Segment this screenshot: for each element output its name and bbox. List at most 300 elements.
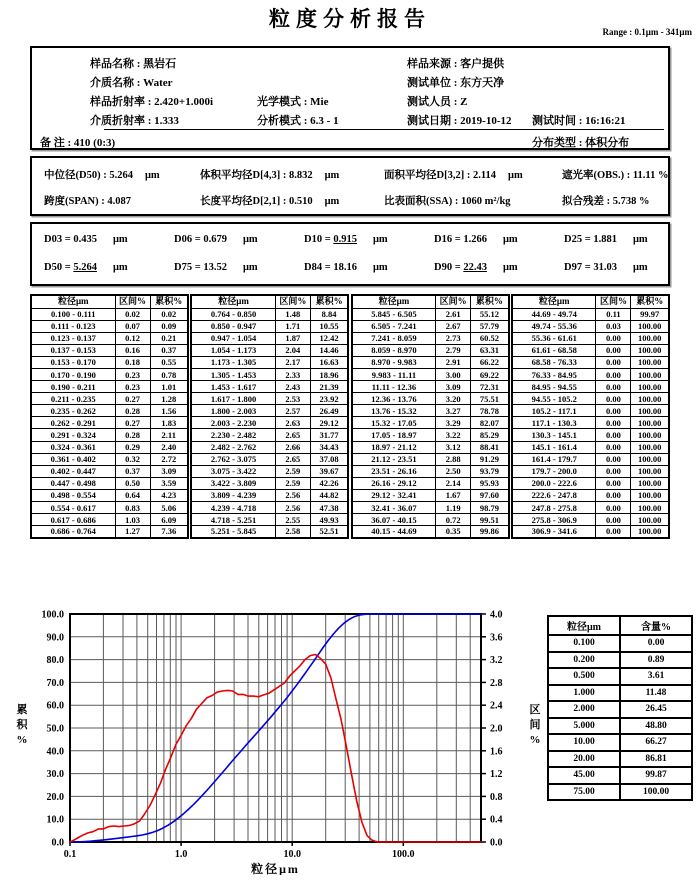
table-row <box>191 356 348 368</box>
d-value-d75 <box>174 262 258 273</box>
table-cell: 0.37 <box>115 465 150 477</box>
column-header: 区间% <box>275 295 310 308</box>
table-row <box>31 308 188 320</box>
table-cell: 48.80 <box>620 718 692 735</box>
table-cell: 0.29 <box>115 441 150 453</box>
table-cell: 13.76 - 15.32 <box>352 405 436 417</box>
table-cell: 61.61 - 68.58 <box>512 344 596 356</box>
table-cell: 100.00 <box>631 514 669 526</box>
table-cell: 72.31 <box>471 381 509 393</box>
table-cell: 100.00 <box>631 441 669 453</box>
table-cell: 1.27 <box>115 526 150 538</box>
d-value-number: 31.03 <box>593 262 617 273</box>
table-cell: 2.230 - 2.482 <box>191 429 275 441</box>
table-cell: 47.38 <box>310 502 348 514</box>
table-cell: 100.00 <box>631 320 669 332</box>
table-row <box>352 405 509 417</box>
table-cell: 1.87 <box>275 332 310 344</box>
d-value-d03 <box>44 234 128 245</box>
table-cell: 3.12 <box>436 441 471 453</box>
x-tick-label: 100.0 <box>392 849 415 860</box>
table-cell: 306.9 - 341.6 <box>512 526 596 538</box>
table-cell: 2.14 <box>436 477 471 489</box>
y-left-tick-label: 100.0 <box>41 609 64 621</box>
table-row <box>512 393 669 405</box>
y-left-tick-label: 80.0 <box>46 655 64 667</box>
table-row <box>31 502 188 514</box>
table-row <box>512 453 669 465</box>
table-row <box>191 308 348 320</box>
table-cell: 42.26 <box>310 477 348 489</box>
table-cell: 0.111 - 0.123 <box>31 320 115 332</box>
stat-specific-surface-area: 比表面积(SSA) : 1060 m²/kg <box>384 196 511 207</box>
table-cell: 0.262 - 0.291 <box>31 417 115 429</box>
table-cell: 0.686 - 0.764 <box>31 526 115 538</box>
field-test-unit: 测试单位 : 东方天净 <box>407 77 505 89</box>
table-cell: 1.67 <box>436 489 471 501</box>
d-value-unit: μm <box>112 234 128 245</box>
table-row <box>31 320 188 332</box>
table-cell: 3.59 <box>150 477 188 489</box>
table-cell: 3.27 <box>436 405 471 417</box>
table-row <box>512 441 669 453</box>
table-cell: 0.498 - 0.554 <box>31 489 115 501</box>
table-row <box>352 514 509 526</box>
column-header: 粒径μm <box>548 616 620 635</box>
table-cell: 0.02 <box>150 308 188 320</box>
table-cell: 2.04 <box>275 344 310 356</box>
table-cell: 100.00 <box>631 502 669 514</box>
table-cell: 0.12 <box>115 332 150 344</box>
table-cell: 0.00 <box>596 441 631 453</box>
table-cell: 0.00 <box>596 477 631 489</box>
stat-fit-residual: 拟合残差 : 5.738 % <box>562 196 650 207</box>
table-cell: 10.55 <box>310 320 348 332</box>
table-cell: 23.51 - 26.16 <box>352 465 436 477</box>
table-row <box>548 635 692 652</box>
d-value-d16 <box>434 234 518 245</box>
table-cell: 0.50 <box>115 477 150 489</box>
table-cell: 0.00 <box>596 417 631 429</box>
y-right-tick-label: 0.8 <box>490 791 503 803</box>
table-cell: 2.65 <box>275 453 310 465</box>
table-cell: 0.402 - 0.447 <box>31 465 115 477</box>
y-right-tick-label: 0.4 <box>490 814 503 826</box>
d-value-d90 <box>434 262 518 273</box>
table-cell: 0.00 <box>596 489 631 501</box>
field-remark: 备 注 : 410 (0:3) <box>40 137 116 149</box>
table-cell: 0.72 <box>436 514 471 526</box>
table-cell: 29.12 - 32.41 <box>352 489 436 501</box>
column-header: 累积% <box>310 295 348 308</box>
table-row <box>352 356 509 368</box>
table-cell: 2.73 <box>436 332 471 344</box>
table-row <box>31 368 188 380</box>
table-cell: 0.16 <box>115 344 150 356</box>
table-cell: 85.29 <box>471 429 509 441</box>
table-cell: 3.422 - 3.809 <box>191 477 275 489</box>
table-cell: 2.56 <box>275 502 310 514</box>
table-row <box>31 429 188 441</box>
d-value-label: D75 = <box>174 262 204 273</box>
table-cell: 66.22 <box>471 356 509 368</box>
y-right-axis-title: % <box>529 734 541 746</box>
table-cell: 179.7 - 200.0 <box>512 465 596 477</box>
table-cell: 100.00 <box>631 368 669 380</box>
table-cell: 0.00 <box>596 393 631 405</box>
table-cell: 37.08 <box>310 453 348 465</box>
table-cell: 2.59 <box>275 465 310 477</box>
table-cell: 2.91 <box>436 356 471 368</box>
table-cell: 7.241 - 8.059 <box>352 332 436 344</box>
table-cell: 0.554 - 0.617 <box>31 502 115 514</box>
table-cell: 0.00 <box>596 465 631 477</box>
table-cell: 0.02 <box>115 308 150 320</box>
table-cell: 5.251 - 5.845 <box>191 526 275 538</box>
table-row <box>31 441 188 453</box>
table-cell: 8.970 - 9.983 <box>352 356 436 368</box>
column-header: 区间% <box>115 295 150 308</box>
header-row <box>352 295 509 308</box>
table-row <box>31 465 188 477</box>
table-row <box>352 453 509 465</box>
field-medium-refractive-index: 介质折射率 : 1.333 <box>90 115 179 127</box>
table-row <box>512 308 669 320</box>
table-cell: 1.000 <box>548 685 620 702</box>
y-left-tick-label: 60.0 <box>46 700 64 712</box>
table-row <box>352 393 509 405</box>
table-row <box>191 393 348 405</box>
y-right-axis-title: 间 <box>529 719 541 731</box>
table-cell: 100.00 <box>631 465 669 477</box>
sample-info-box <box>30 46 670 150</box>
table-row <box>191 453 348 465</box>
table-cell: 3.09 <box>150 465 188 477</box>
d-value-label: D97 = <box>564 262 594 273</box>
table-row <box>191 526 348 538</box>
d-value-d06 <box>174 234 258 245</box>
d-value-label: D84 = <box>304 262 334 273</box>
y-left-tick-label: 20.0 <box>46 791 64 803</box>
table-cell: 0.18 <box>115 356 150 368</box>
table-cell: 145.1 - 161.4 <box>512 441 596 453</box>
y-right-tick-label: 3.6 <box>490 632 503 644</box>
table-cell: 2.79 <box>436 344 471 356</box>
column-header: 累积% <box>631 295 669 308</box>
table-row <box>512 320 669 332</box>
table-row <box>512 368 669 380</box>
stat-length-mean-d21: 长度平均径D[2,1] : 0.510 μm <box>200 196 340 207</box>
y-left-tick-label: 30.0 <box>46 769 64 781</box>
table-cell: 0.617 - 0.686 <box>31 514 115 526</box>
table-cell: 0.00 <box>596 344 631 356</box>
table-cell: 2.482 - 2.762 <box>191 441 275 453</box>
table-cell: 0.32 <box>115 453 150 465</box>
table-cell: 100.00 <box>620 784 692 801</box>
x-tick-label: 10.0 <box>283 849 301 860</box>
table-cell: 8.84 <box>310 308 348 320</box>
stat-median-d50: 中位径(D50) : 5.264 μm <box>44 170 160 181</box>
table-cell: 2.53 <box>275 393 310 405</box>
table-cell: 32.41 - 36.07 <box>352 502 436 514</box>
column-header: 含量% <box>620 616 692 635</box>
table-cell: 99.86 <box>471 526 509 538</box>
table-cell: 1.03 <box>115 514 150 526</box>
table-cell: 0.100 - 0.111 <box>31 308 115 320</box>
column-header: 区间% <box>436 295 471 308</box>
table-cell: 26.49 <box>310 405 348 417</box>
column-header: 粒径μm <box>352 295 436 308</box>
y-left-tick-label: 10.0 <box>46 814 64 826</box>
table-cell: 99.97 <box>631 308 669 320</box>
field-distribution-type: 分布类型 : 体积分布 <box>532 137 630 149</box>
table-cell: 0.27 <box>115 417 150 429</box>
table-cell: 0.00 <box>596 381 631 393</box>
d-value-label: D25 = <box>564 234 594 245</box>
summary-table-wrap <box>547 615 693 801</box>
table-cell: 68.58 - 76.33 <box>512 356 596 368</box>
table-cell: 0.55 <box>150 356 188 368</box>
table-row <box>31 526 188 538</box>
table-cell: 26.45 <box>620 701 692 718</box>
table-cell: 11.11 - 12.36 <box>352 381 436 393</box>
table-row <box>548 767 692 784</box>
d-value-unit: μm <box>632 234 648 245</box>
table-row <box>31 332 188 344</box>
field-test-date: 测试日期 : 2019-10-12 <box>407 115 512 127</box>
divider-line <box>104 129 664 130</box>
table-cell: 0.64 <box>115 489 150 501</box>
table-cell: 5.06 <box>150 502 188 514</box>
d-value-number: 1.266 <box>463 234 487 245</box>
table-cell: 31.77 <box>310 429 348 441</box>
stat-area-mean-d32: 面积平均径D[3,2] : 2.114 μm <box>384 170 523 181</box>
y-left-tick-label: 50.0 <box>46 723 64 735</box>
table-cell: 4.23 <box>150 489 188 501</box>
table-cell: 2.67 <box>436 320 471 332</box>
table-row <box>548 701 692 718</box>
table-cell: 3.61 <box>620 668 692 685</box>
table-row <box>548 751 692 768</box>
y-right-tick-label: 1.2 <box>490 769 503 781</box>
table-cell: 36.07 - 40.15 <box>352 514 436 526</box>
table-cell: 2.63 <box>275 417 310 429</box>
table-cell: 0.00 <box>596 356 631 368</box>
table-row <box>352 429 509 441</box>
table-cell: 82.07 <box>471 417 509 429</box>
table-cell: 130.3 - 145.1 <box>512 429 596 441</box>
table-cell: 10.00 <box>548 734 620 751</box>
table-cell: 0.09 <box>150 320 188 332</box>
table-cell: 2.17 <box>275 356 310 368</box>
table-cell: 0.07 <box>115 320 150 332</box>
table-cell: 3.20 <box>436 393 471 405</box>
table-cell: 2.11 <box>150 429 188 441</box>
d-value-number: 0.679 <box>203 234 227 245</box>
table-cell: 100.00 <box>631 526 669 538</box>
table-row <box>352 381 509 393</box>
d-value-label: D50 = <box>44 262 74 273</box>
table-cell: 1.56 <box>150 405 188 417</box>
table-cell: 0.100 <box>548 635 620 652</box>
table-cell: 26.16 - 29.12 <box>352 477 436 489</box>
stat-obscuration: 遮光率(OBS.) : 11.11 % <box>562 170 669 181</box>
table-row <box>191 368 348 380</box>
table-cell: 2.88 <box>436 453 471 465</box>
table-cell: 0.170 - 0.190 <box>31 368 115 380</box>
column-header: 粒径μm <box>191 295 275 308</box>
y-right-tick-label: 3.2 <box>490 655 503 667</box>
table-cell: 99.87 <box>620 767 692 784</box>
table-cell: 3.00 <box>436 368 471 380</box>
table-row <box>191 489 348 501</box>
table-row <box>512 405 669 417</box>
d-value-unit: μm <box>112 262 128 273</box>
table-cell: 91.29 <box>471 453 509 465</box>
table-row <box>352 344 509 356</box>
table-cell: 55.36 - 61.61 <box>512 332 596 344</box>
table-row <box>352 308 509 320</box>
d-value-number: 22.43 <box>463 262 487 273</box>
table-cell: 45.00 <box>548 767 620 784</box>
table-cell: 2.58 <box>275 526 310 538</box>
table-cell: 1.71 <box>275 320 310 332</box>
range-note: Range : 0.1μm - 341μm <box>602 27 692 37</box>
table-cell: 1.054 - 1.173 <box>191 344 275 356</box>
table-row <box>352 502 509 514</box>
field-sample-name: 样品名称 : 黑岩石 <box>90 58 177 70</box>
distribution-table <box>30 294 670 539</box>
table-cell: 93.79 <box>471 465 509 477</box>
distribution-table-group <box>351 294 510 539</box>
table-cell: 88.41 <box>471 441 509 453</box>
table-row <box>31 356 188 368</box>
table-cell: 105.2 - 117.1 <box>512 405 596 417</box>
stat-volume-mean-d43: 体积平均径D[4,3] : 8.832 μm <box>200 170 340 181</box>
field-sample-source: 样品来源 : 客户提供 <box>407 58 505 70</box>
table-cell: 8.059 - 8.970 <box>352 344 436 356</box>
table-cell: 100.00 <box>631 344 669 356</box>
statistics-box <box>30 156 670 216</box>
table-cell: 0.235 - 0.262 <box>31 405 115 417</box>
table-cell: 0.78 <box>150 368 188 380</box>
y-right-tick-label: 0.0 <box>490 837 503 849</box>
table-row <box>191 405 348 417</box>
table-cell: 69.22 <box>471 368 509 380</box>
d-value-number: 18.16 <box>333 262 357 273</box>
d-value-number: 0.435 <box>73 234 97 245</box>
table-cell: 3.09 <box>436 381 471 393</box>
table-cell: 100.00 <box>631 393 669 405</box>
table-cell: 0.153 - 0.170 <box>31 356 115 368</box>
table-cell: 75.00 <box>548 784 620 801</box>
table-cell: 1.28 <box>150 393 188 405</box>
y-left-axis-title: 积 <box>16 719 28 731</box>
table-row <box>352 417 509 429</box>
table-row <box>191 477 348 489</box>
table-row <box>31 514 188 526</box>
table-row <box>191 514 348 526</box>
y-left-axis-title: % <box>16 734 28 746</box>
table-cell: 3.075 - 3.422 <box>191 465 275 477</box>
table-cell: 0.211 - 0.235 <box>31 393 115 405</box>
table-cell: 2.59 <box>275 477 310 489</box>
table-cell: 0.37 <box>150 344 188 356</box>
table-cell: 11.48 <box>620 685 692 702</box>
field-test-time: 测试时间 : 16:16:21 <box>532 115 626 127</box>
d-values-grid <box>32 224 668 284</box>
table-row <box>31 393 188 405</box>
table-row <box>191 320 348 332</box>
table-row <box>31 381 188 393</box>
field-tester: 测试人员 : Z <box>407 96 468 108</box>
table-cell: 0.850 - 0.947 <box>191 320 275 332</box>
table-cell: 100.00 <box>631 417 669 429</box>
table-cell: 2.40 <box>150 441 188 453</box>
summary-table <box>547 615 693 801</box>
table-cell: 2.762 - 3.075 <box>191 453 275 465</box>
table-cell: 57.79 <box>471 320 509 332</box>
table-cell: 0.00 <box>596 405 631 417</box>
d-value-label: D10 = <box>304 234 334 245</box>
table-row <box>31 477 188 489</box>
d-value-d84 <box>304 262 388 273</box>
table-row <box>191 502 348 514</box>
table-cell: 2.56 <box>275 489 310 501</box>
table-cell: 1.173 - 1.305 <box>191 356 275 368</box>
table-row <box>191 465 348 477</box>
table-row <box>548 718 692 735</box>
table-cell: 76.33 - 84.95 <box>512 368 596 380</box>
table-cell: 0.00 <box>596 332 631 344</box>
table-cell: 55.12 <box>471 308 509 320</box>
table-cell: 222.6 - 247.8 <box>512 489 596 501</box>
table-row <box>548 685 692 702</box>
table-cell: 94.55 - 105.2 <box>512 393 596 405</box>
table-cell: 95.93 <box>471 477 509 489</box>
table-row <box>512 477 669 489</box>
table-row <box>512 502 669 514</box>
table-row <box>31 417 188 429</box>
d-value-d50 <box>44 262 128 273</box>
table-cell: 5.000 <box>548 718 620 735</box>
d-value-number: 13.52 <box>203 262 227 273</box>
table-cell: 1.83 <box>150 417 188 429</box>
table-cell: 247.8 - 275.8 <box>512 502 596 514</box>
table-cell: 0.89 <box>620 652 692 669</box>
table-cell: 44.82 <box>310 489 348 501</box>
d-value-number: 0.915 <box>333 234 357 245</box>
y-left-axis-title: 累 <box>16 704 28 716</box>
table-cell: 21.12 - 23.51 <box>352 453 436 465</box>
table-cell: 2.33 <box>275 368 310 380</box>
table-cell: 0.500 <box>548 668 620 685</box>
table-cell: 86.81 <box>620 751 692 768</box>
grid-lines <box>70 614 481 842</box>
table-cell: 0.447 - 0.498 <box>31 477 115 489</box>
table-cell: 100.00 <box>631 477 669 489</box>
table-row <box>352 441 509 453</box>
table-cell: 0.00 <box>596 368 631 380</box>
table-cell: 29.12 <box>310 417 348 429</box>
column-header: 累积% <box>150 295 188 308</box>
y-right-tick-label: 2.8 <box>490 677 503 689</box>
table-cell: 100.00 <box>631 332 669 344</box>
x-axis-title: 粒径μm <box>251 862 300 875</box>
table-row <box>512 417 669 429</box>
table-cell: 0.137 - 0.153 <box>31 344 115 356</box>
header-row <box>31 295 188 308</box>
